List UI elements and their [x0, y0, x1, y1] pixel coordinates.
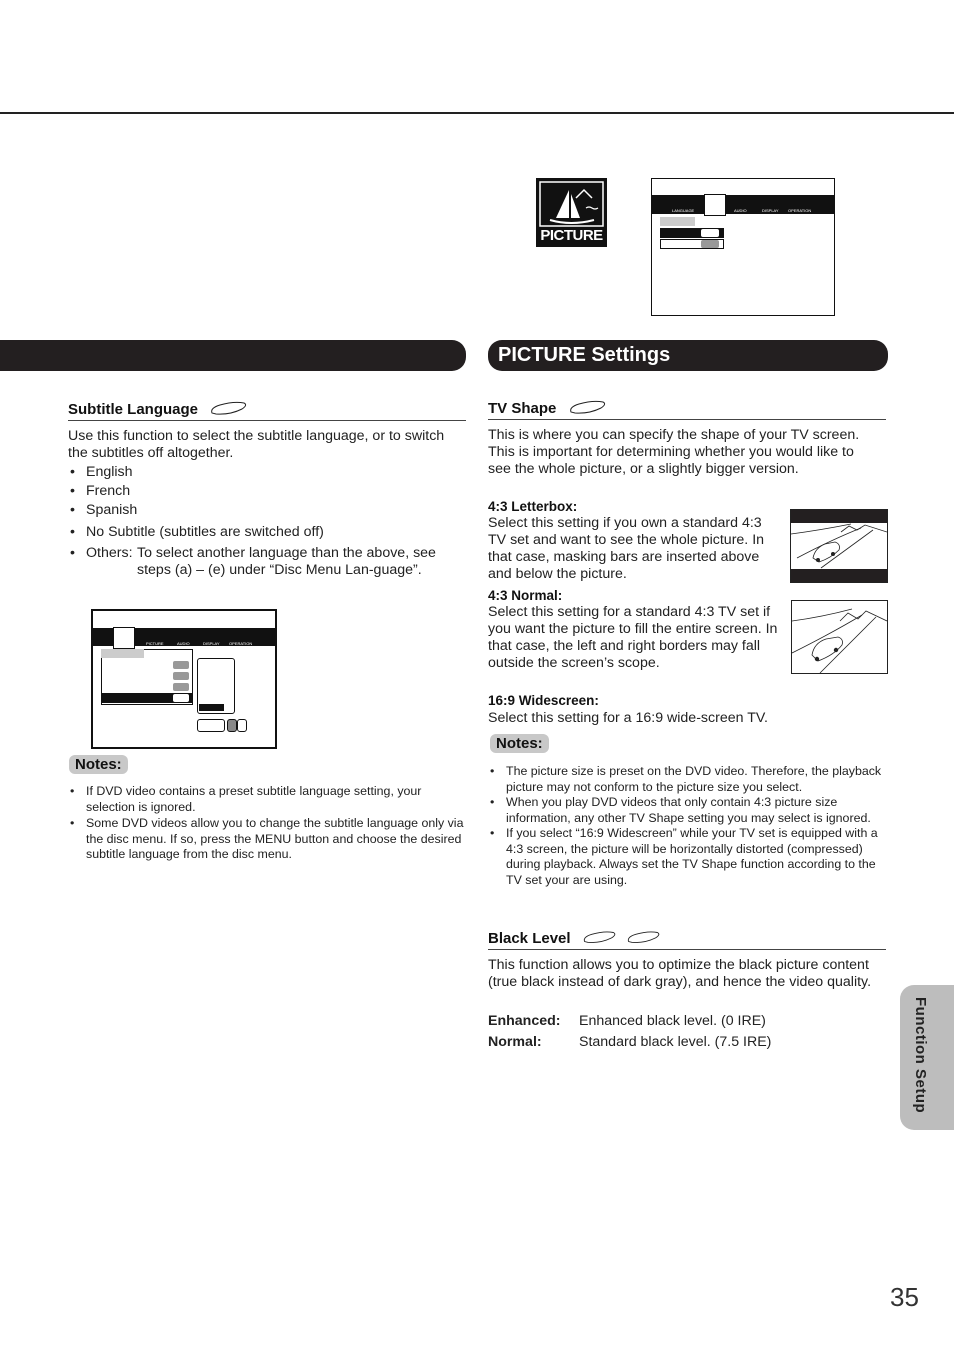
section-title: PICTURE Settings: [498, 344, 671, 366]
language-list: [68, 464, 458, 519]
normal-title: 4:3 Normal:: [488, 588, 563, 603]
language-item: • French: [68, 483, 458, 500]
subtitle-osd-screen: [91, 609, 277, 749]
left-section-bar: [0, 340, 466, 371]
top-rule: [0, 112, 954, 114]
subtitle-intro: Use this function to select the subtitle language, or to switch the subtitles off altogether.: [68, 428, 445, 461]
osd-tab-label-picture: PICTURE: [146, 641, 164, 646]
osd-tab-label-audio: AUDIO: [734, 208, 747, 213]
osd-value-box: [173, 661, 189, 669]
osd-button: [237, 719, 247, 732]
tv-shape-heading: [488, 399, 886, 420]
normal-tv-illustration: [791, 600, 888, 674]
widescreen-text: Select this setting for a 16:9 wide-screen TV.: [488, 710, 768, 726]
osd-menu-row: [660, 217, 695, 226]
osd-tab-label-language: LANGUAGE: [672, 208, 695, 213]
no-subtitle-item: • No Subtitle (subtitles are switched off): [68, 524, 458, 541]
osd-tab-label-audio: AUDIO: [177, 641, 190, 646]
black-level-intro: This function allows you to optimize the black picture content (true black instead of dark gray), and hence the video quality.: [488, 957, 872, 990]
osd-button: [227, 719, 237, 732]
osd-tab-label-display: DISPLAY: [762, 208, 779, 213]
note-item: • Some DVD videos allow you to change the subtitle language only via the disc menu. If so, press the MENU button and choose the desired subtitle language from the disc menu.: [68, 816, 468, 863]
letterbox-text: Select this setting if you own a standard 4:3 TV set and want to see the whole picture. In that case, masking bars are inserted above and below the picture.: [488, 515, 765, 582]
letterbox-tv-illustration: [790, 509, 888, 583]
normal-level-text: Standard black level. (7.5 IRE): [579, 1034, 772, 1050]
section-title-bar: [488, 340, 888, 371]
picture-menu-icon: [536, 178, 607, 247]
language-item: • English: [68, 464, 458, 481]
black-level-heading-text: Black Level: [488, 930, 571, 947]
osd-button: [197, 719, 225, 732]
vcd-disc-icon: [625, 929, 661, 945]
picture-icon-label: PICTURE: [540, 227, 603, 244]
osd-value-box: [173, 694, 189, 702]
tv-shape-intro: This is where you can specify the shape of your TV screen. This is important for determining whether you would like to see the whole picture, or a slightly bigger version.: [488, 427, 860, 477]
subtitle-heading-text: Subtitle Language: [68, 401, 199, 418]
note-item: • The picture size is preset on the DVD video. Therefore, the playback picture may not conform to the picture size you select.: [488, 764, 884, 795]
letterbox-title: 4:3 Letterbox:: [488, 499, 578, 514]
osd-selected-tab: [113, 627, 135, 649]
normal-text: Select this setting for a standard 4:3 TV set if you want the picture to fill the entire screen. In that case, the left and right borders may fall outside the screen’s scope.: [488, 604, 778, 671]
osd-value-box: [173, 683, 189, 691]
others-text: To select another language than the above, see steps (a) – (e) under “Disc Menu Lan-guage”.: [137, 545, 436, 578]
note-item: • When you play DVD videos that only contain 4:3 picture size information, any other TV Shape setting you may select is ignored.: [488, 795, 884, 826]
language-item: • Spanish: [68, 502, 458, 519]
dvd-disc-icon: [581, 929, 617, 945]
right-notes-list: [488, 764, 884, 888]
normal-level-label: Normal:: [488, 1034, 542, 1050]
others-label: Others:: [86, 545, 133, 561]
no-subtitle-list: [68, 524, 458, 541]
bullet: •: [70, 545, 75, 561]
function-setup-label: Function Setup: [912, 997, 929, 1114]
picture-osd-screen: [651, 178, 835, 316]
osd-tab-label-operation: OPERATION: [229, 641, 253, 646]
left-notes-label: Notes:: [69, 755, 128, 774]
note-item: • If you select “16:9 Widescreen” while your TV set is equipped with a 4:3 screen, the picture will be horizontally distorted (compressed) during playback. Always set the TV Shape function according to the TV set your are using.: [488, 826, 884, 888]
dvd-disc-icon: [208, 400, 248, 416]
enhanced-text: Enhanced black level. (0 IRE): [579, 1013, 766, 1029]
osd-value-box: [701, 240, 719, 248]
widescreen-title: 16:9 Widescreen:: [488, 693, 599, 708]
dvd-disc-icon: [567, 399, 607, 415]
car-road-image: [792, 601, 887, 673]
subtitle-language-heading: [68, 400, 466, 421]
page-number: 35: [890, 1282, 919, 1312]
osd-tab-label-display: DISPLAY: [203, 641, 220, 646]
osd-tab-label-operation: OPERATION: [788, 208, 812, 213]
osd-selected-tab: [704, 194, 726, 216]
enhanced-label: Enhanced:: [488, 1013, 561, 1029]
note-item: • If DVD video contains a preset subtitle language setting, your selection is ignored.: [68, 784, 468, 815]
tv-shape-heading-text: TV Shape: [488, 400, 557, 417]
osd-menu-row: [101, 649, 144, 658]
black-level-heading: [488, 929, 886, 950]
osd-value-box: [701, 229, 719, 237]
left-notes-list: [68, 784, 468, 863]
car-road-image: [791, 510, 887, 582]
right-notes-label: Notes:: [490, 734, 549, 753]
function-setup-tab: [900, 985, 954, 1130]
osd-value-box: [173, 672, 189, 680]
osd-submenu-selected: [199, 704, 224, 711]
